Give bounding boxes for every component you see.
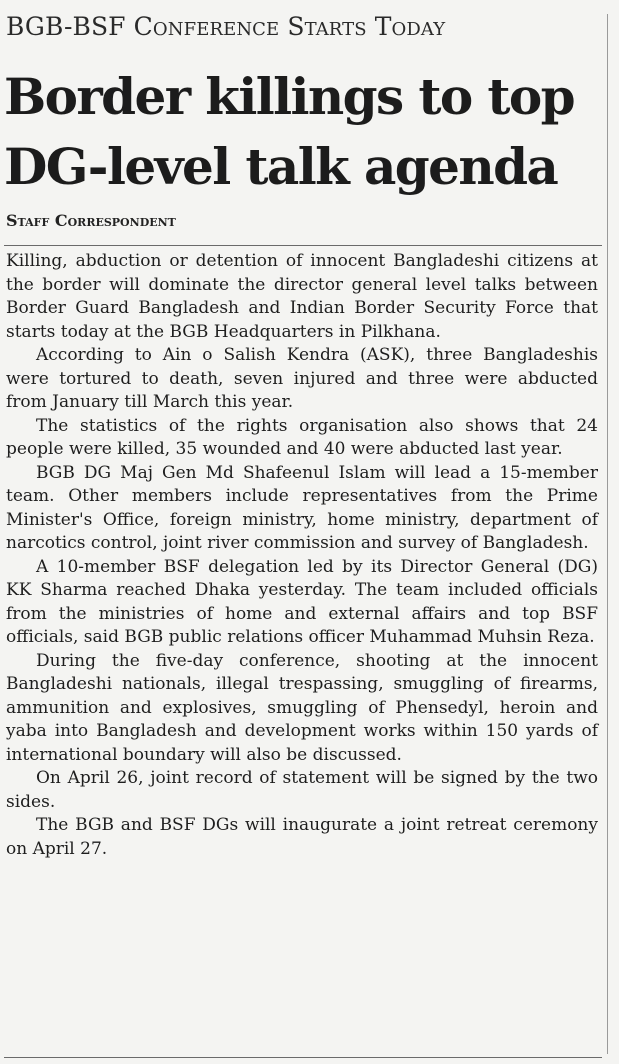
- paragraph: Killing, abduction or detention of innocent Bangladeshi citizens at the border will dominate the director general level talks between Border Guard Bangladesh and Indian Border Security Force that starts today at the BGB Headquarters in Pilkhana.: [6, 251, 598, 342]
- paragraph: A 10-member BSF delegation led by its Director General (DG) KK Sharma reached Dhaka yesterday. The team included officials from the ministries of home and external affairs and top BSF officials, said BGB public relations officer Muhammad Muhsin Reza.: [6, 556, 598, 647]
- article-body: [6, 250, 598, 861]
- bottom-divider: [4, 1057, 602, 1058]
- paragraph: BGB DG Maj Gen Md Shafeenul Islam will lead a 15-member team. Other members include representatives from the Prime Minister's Office, foreign ministry, home ministry, department of narcotics control, joint river commission and survey of Bangladesh.: [6, 462, 598, 553]
- top-divider: [4, 245, 602, 246]
- paragraph: On April 26, joint record of statement will be signed by the two sides.: [6, 768, 598, 812]
- paragraph: The statistics of the rights organisation also shows that 24 people were killed, 35 wounded and 40 were abducted last year.: [6, 415, 598, 459]
- column-divider: [607, 14, 608, 1054]
- headline-line-2: DG-level talk agenda: [4, 137, 558, 196]
- kicker: BGB-BSF Conference Starts Today: [6, 12, 446, 41]
- paragraph: The BGB and BSF DGs will inaugurate a joint retreat ceremony on April 27.: [6, 815, 598, 859]
- headline-line-1: Border killings to top: [4, 67, 575, 126]
- headline: [4, 62, 604, 202]
- paragraph: During the five-day conference, shooting at the innocent Bangladeshi nationals, illegal trespassing, smuggling of firearms, ammunition and explosives, smuggling of Phensedyl, heroin and yaba into Bangladesh and development works within 150 yards of international boundary will also be discussed.: [6, 650, 598, 765]
- byline: Staff Correspondent: [6, 211, 176, 230]
- paragraph: According to Ain o Salish Kendra (ASK), three Bangladeshis were tortured to death, seven injured and three were abducted from January till March this year.: [6, 345, 598, 412]
